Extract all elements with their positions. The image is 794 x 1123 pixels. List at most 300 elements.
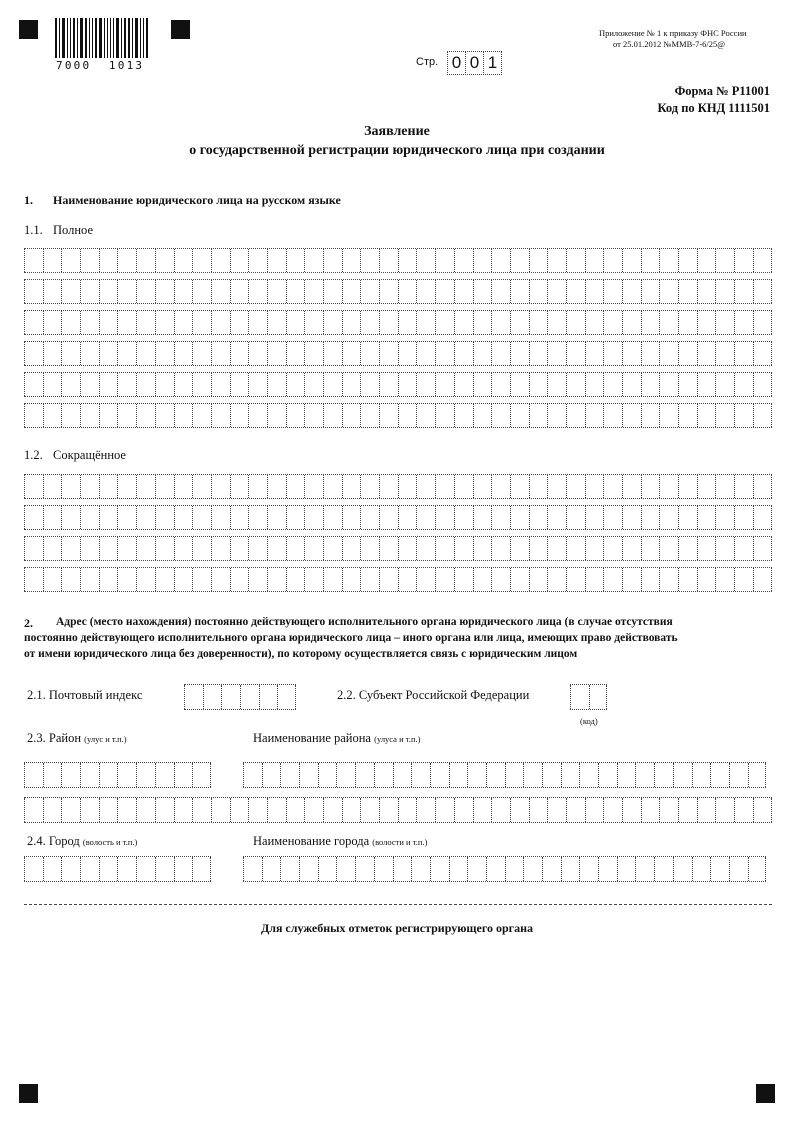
input-cell[interactable] [398, 568, 417, 591]
input-cell[interactable] [374, 763, 393, 787]
input-cell[interactable] [585, 249, 604, 272]
input-cell[interactable] [659, 342, 678, 365]
input-cell[interactable] [230, 798, 249, 822]
input-cell[interactable] [221, 685, 240, 709]
input-cell[interactable] [155, 857, 174, 881]
input-cell[interactable] [697, 568, 716, 591]
city-type-field[interactable] [24, 856, 211, 882]
input-cell[interactable] [267, 280, 286, 303]
input-cell[interactable] [510, 280, 529, 303]
input-cell[interactable] [622, 475, 641, 498]
input-cell[interactable] [43, 475, 62, 498]
input-cell[interactable] [304, 280, 323, 303]
input-cell[interactable] [99, 475, 118, 498]
input-cell[interactable] [286, 475, 305, 498]
input-cell[interactable] [230, 311, 249, 334]
input-cell[interactable] [398, 798, 417, 822]
input-cell[interactable] [641, 404, 660, 427]
input-cell[interactable] [715, 798, 734, 822]
input-cell[interactable] [547, 249, 566, 272]
input-cell[interactable] [603, 506, 622, 529]
input-cell[interactable] [61, 311, 80, 334]
input-cell[interactable] [435, 373, 454, 396]
input-cell[interactable] [678, 342, 697, 365]
input-cell[interactable] [230, 342, 249, 365]
input-cell[interactable] [61, 506, 80, 529]
input-cell[interactable] [24, 475, 43, 498]
input-cell[interactable] [622, 798, 641, 822]
input-cell[interactable] [398, 506, 417, 529]
input-cell[interactable] [678, 798, 697, 822]
input-cell[interactable] [622, 373, 641, 396]
input-cell[interactable] [753, 475, 772, 498]
input-cell[interactable] [473, 568, 492, 591]
input-cell[interactable] [117, 568, 136, 591]
input-cell[interactable] [184, 685, 203, 709]
input-cell[interactable] [230, 373, 249, 396]
input-cell[interactable] [155, 798, 174, 822]
input-cell[interactable] [24, 373, 43, 396]
input-cell[interactable] [230, 249, 249, 272]
input-cell[interactable] [43, 763, 62, 787]
input-cell[interactable] [136, 568, 155, 591]
input-cell[interactable] [566, 311, 585, 334]
input-cell[interactable] [248, 280, 267, 303]
input-cell[interactable] [299, 857, 318, 881]
input-cell[interactable] [286, 342, 305, 365]
input-cell[interactable] [61, 568, 80, 591]
input-cell[interactable] [155, 249, 174, 272]
input-cell[interactable] [267, 568, 286, 591]
input-cell[interactable] [304, 249, 323, 272]
input-cell[interactable] [641, 311, 660, 334]
input-cell[interactable] [393, 763, 412, 787]
city-name-field[interactable] [243, 856, 766, 882]
input-cell[interactable] [155, 568, 174, 591]
input-cell[interactable] [678, 280, 697, 303]
input-cell[interactable] [174, 857, 193, 881]
input-cell[interactable] [473, 537, 492, 560]
input-cell[interactable] [566, 280, 585, 303]
input-cell[interactable] [398, 342, 417, 365]
input-cell[interactable] [454, 280, 473, 303]
input-cell[interactable] [267, 311, 286, 334]
input-cell[interactable] [299, 763, 318, 787]
input-cell[interactable] [454, 568, 473, 591]
input-cell[interactable] [603, 373, 622, 396]
input-cell[interactable] [729, 857, 748, 881]
input-cell[interactable] [435, 537, 454, 560]
input-cell[interactable] [174, 475, 193, 498]
input-cell[interactable] [243, 763, 262, 787]
input-cell[interactable] [435, 506, 454, 529]
input-cell[interactable] [136, 798, 155, 822]
input-cell[interactable] [641, 249, 660, 272]
name-cell-row[interactable] [24, 310, 772, 335]
input-cell[interactable] [43, 568, 62, 591]
input-cell[interactable] [435, 249, 454, 272]
input-cell[interactable] [379, 798, 398, 822]
input-cell[interactable] [360, 798, 379, 822]
input-cell[interactable] [641, 373, 660, 396]
input-cell[interactable] [192, 506, 211, 529]
input-cell[interactable] [678, 568, 697, 591]
input-cell[interactable] [80, 763, 99, 787]
input-cell[interactable] [360, 373, 379, 396]
input-cell[interactable] [99, 857, 118, 881]
input-cell[interactable] [398, 373, 417, 396]
input-cell[interactable] [342, 342, 361, 365]
input-cell[interactable] [360, 249, 379, 272]
input-cell[interactable] [547, 537, 566, 560]
input-cell[interactable] [510, 798, 529, 822]
input-cell[interactable] [491, 506, 510, 529]
input-cell[interactable] [318, 857, 337, 881]
input-cell[interactable] [603, 249, 622, 272]
input-cell[interactable] [99, 280, 118, 303]
input-cell[interactable] [211, 373, 230, 396]
input-cell[interactable] [585, 311, 604, 334]
name-cell-row[interactable] [24, 505, 772, 530]
input-cell[interactable] [259, 685, 278, 709]
input-cell[interactable] [267, 249, 286, 272]
input-cell[interactable] [267, 475, 286, 498]
input-cell[interactable] [99, 537, 118, 560]
input-cell[interactable] [192, 798, 211, 822]
input-cell[interactable] [99, 249, 118, 272]
input-cell[interactable] [80, 280, 99, 303]
name-cell-row[interactable] [24, 248, 772, 273]
input-cell[interactable] [585, 342, 604, 365]
input-cell[interactable] [61, 280, 80, 303]
input-cell[interactable] [155, 506, 174, 529]
input-cell[interactable] [697, 373, 716, 396]
input-cell[interactable] [753, 506, 772, 529]
input-cell[interactable] [230, 506, 249, 529]
input-cell[interactable] [617, 763, 636, 787]
input-cell[interactable] [454, 475, 473, 498]
input-cell[interactable] [454, 373, 473, 396]
input-cell[interactable] [304, 342, 323, 365]
input-cell[interactable] [136, 537, 155, 560]
input-cell[interactable] [80, 342, 99, 365]
input-cell[interactable] [99, 311, 118, 334]
input-cell[interactable] [622, 311, 641, 334]
input-cell[interactable] [473, 311, 492, 334]
input-cell[interactable] [622, 537, 641, 560]
input-cell[interactable] [267, 373, 286, 396]
input-cell[interactable] [336, 763, 355, 787]
input-cell[interactable] [379, 249, 398, 272]
input-cell[interactable] [748, 763, 767, 787]
input-cell[interactable] [416, 249, 435, 272]
input-cell[interactable] [248, 311, 267, 334]
input-cell[interactable] [416, 798, 435, 822]
input-cell[interactable] [248, 475, 267, 498]
input-cell[interactable] [211, 280, 230, 303]
input-cell[interactable] [248, 506, 267, 529]
input-cell[interactable] [529, 249, 548, 272]
input-cell[interactable] [99, 506, 118, 529]
input-cell[interactable] [323, 568, 342, 591]
input-cell[interactable] [230, 404, 249, 427]
input-cell[interactable] [211, 475, 230, 498]
input-cell[interactable] [566, 475, 585, 498]
input-cell[interactable] [491, 404, 510, 427]
input-cell[interactable] [753, 249, 772, 272]
input-cell[interactable] [80, 373, 99, 396]
input-cell[interactable] [603, 537, 622, 560]
input-cell[interactable] [323, 373, 342, 396]
name-cell-row[interactable] [24, 279, 772, 304]
input-cell[interactable] [734, 373, 753, 396]
input-cell[interactable] [117, 475, 136, 498]
input-cell[interactable] [80, 475, 99, 498]
input-cell[interactable] [529, 798, 548, 822]
input-cell[interactable] [411, 763, 430, 787]
input-cell[interactable] [24, 280, 43, 303]
input-cell[interactable] [697, 404, 716, 427]
input-cell[interactable] [174, 798, 193, 822]
input-cell[interactable] [286, 568, 305, 591]
input-cell[interactable] [603, 280, 622, 303]
input-cell[interactable] [617, 857, 636, 881]
input-cell[interactable] [659, 249, 678, 272]
input-cell[interactable] [136, 763, 155, 787]
input-cell[interactable] [248, 249, 267, 272]
input-cell[interactable] [678, 373, 697, 396]
input-cell[interactable] [491, 249, 510, 272]
input-cell[interactable] [99, 404, 118, 427]
input-cell[interactable] [24, 763, 43, 787]
input-cell[interactable] [211, 249, 230, 272]
input-cell[interactable] [430, 857, 449, 881]
input-cell[interactable] [286, 537, 305, 560]
input-cell[interactable] [659, 373, 678, 396]
input-cell[interactable] [379, 475, 398, 498]
input-cell[interactable] [61, 763, 80, 787]
input-cell[interactable] [579, 763, 598, 787]
input-cell[interactable] [117, 763, 136, 787]
input-cell[interactable] [61, 857, 80, 881]
input-cell[interactable] [622, 249, 641, 272]
input-cell[interactable] [230, 280, 249, 303]
input-cell[interactable] [379, 342, 398, 365]
input-cell[interactable] [248, 798, 267, 822]
input-cell[interactable] [342, 475, 361, 498]
input-cell[interactable] [136, 857, 155, 881]
input-cell[interactable] [342, 568, 361, 591]
input-cell[interactable] [117, 280, 136, 303]
input-cell[interactable] [211, 506, 230, 529]
input-cell[interactable] [585, 798, 604, 822]
input-cell[interactable] [379, 506, 398, 529]
district-type-field[interactable] [24, 762, 211, 788]
input-cell[interactable] [286, 249, 305, 272]
input-cell[interactable] [715, 373, 734, 396]
input-cell[interactable] [379, 311, 398, 334]
input-cell[interactable] [43, 506, 62, 529]
input-cell[interactable] [360, 568, 379, 591]
input-cell[interactable] [248, 404, 267, 427]
input-cell[interactable] [529, 373, 548, 396]
input-cell[interactable] [486, 857, 505, 881]
input-cell[interactable] [80, 311, 99, 334]
input-cell[interactable] [360, 475, 379, 498]
input-cell[interactable] [734, 798, 753, 822]
input-cell[interactable] [336, 857, 355, 881]
input-cell[interactable] [203, 685, 222, 709]
input-cell[interactable] [304, 537, 323, 560]
input-cell[interactable] [529, 280, 548, 303]
input-cell[interactable] [566, 342, 585, 365]
input-cell[interactable] [398, 249, 417, 272]
postal-index-field[interactable] [184, 684, 296, 710]
input-cell[interactable] [529, 475, 548, 498]
input-cell[interactable] [379, 373, 398, 396]
input-cell[interactable] [136, 311, 155, 334]
input-cell[interactable] [454, 342, 473, 365]
input-cell[interactable] [99, 373, 118, 396]
input-cell[interactable] [734, 342, 753, 365]
input-cell[interactable] [80, 404, 99, 427]
input-cell[interactable] [678, 506, 697, 529]
input-cell[interactable] [678, 404, 697, 427]
input-cell[interactable] [435, 311, 454, 334]
input-cell[interactable] [523, 857, 542, 881]
input-cell[interactable] [379, 280, 398, 303]
input-cell[interactable] [734, 475, 753, 498]
input-cell[interactable] [547, 342, 566, 365]
input-cell[interactable] [416, 311, 435, 334]
input-cell[interactable] [566, 537, 585, 560]
input-cell[interactable] [734, 311, 753, 334]
input-cell[interactable] [529, 404, 548, 427]
input-cell[interactable] [603, 311, 622, 334]
input-cell[interactable] [416, 404, 435, 427]
input-cell[interactable] [342, 249, 361, 272]
input-cell[interactable] [753, 404, 772, 427]
input-cell[interactable] [547, 311, 566, 334]
input-cell[interactable] [585, 506, 604, 529]
input-cell[interactable] [211, 311, 230, 334]
input-cell[interactable] [659, 798, 678, 822]
input-cell[interactable] [174, 506, 193, 529]
input-cell[interactable] [510, 475, 529, 498]
input-cell[interactable] [355, 857, 374, 881]
input-cell[interactable] [715, 342, 734, 365]
input-cell[interactable] [585, 537, 604, 560]
input-cell[interactable] [692, 857, 711, 881]
input-cell[interactable] [211, 342, 230, 365]
input-cell[interactable] [360, 404, 379, 427]
input-cell[interactable] [710, 857, 729, 881]
input-cell[interactable] [715, 537, 734, 560]
input-cell[interactable] [174, 537, 193, 560]
input-cell[interactable] [635, 763, 654, 787]
input-cell[interactable] [491, 537, 510, 560]
input-cell[interactable] [589, 685, 608, 709]
input-cell[interactable] [435, 404, 454, 427]
input-cell[interactable] [598, 763, 617, 787]
input-cell[interactable] [24, 506, 43, 529]
input-cell[interactable] [454, 249, 473, 272]
input-cell[interactable] [117, 342, 136, 365]
input-cell[interactable] [654, 857, 673, 881]
input-cell[interactable] [117, 249, 136, 272]
input-cell[interactable] [24, 857, 43, 881]
input-cell[interactable] [61, 373, 80, 396]
input-cell[interactable] [43, 404, 62, 427]
input-cell[interactable] [715, 475, 734, 498]
input-cell[interactable] [286, 404, 305, 427]
input-cell[interactable] [24, 798, 43, 822]
input-cell[interactable] [61, 475, 80, 498]
input-cell[interactable] [715, 249, 734, 272]
input-cell[interactable] [697, 311, 716, 334]
input-cell[interactable] [117, 537, 136, 560]
input-cell[interactable] [529, 342, 548, 365]
input-cell[interactable] [323, 404, 342, 427]
district-name-field-row-2[interactable] [24, 797, 772, 823]
input-cell[interactable] [24, 311, 43, 334]
input-cell[interactable] [43, 280, 62, 303]
input-cell[interactable] [192, 475, 211, 498]
input-cell[interactable] [542, 857, 561, 881]
input-cell[interactable] [304, 798, 323, 822]
input-cell[interactable] [622, 404, 641, 427]
input-cell[interactable] [491, 798, 510, 822]
input-cell[interactable] [510, 373, 529, 396]
input-cell[interactable] [136, 342, 155, 365]
input-cell[interactable] [579, 857, 598, 881]
input-cell[interactable] [230, 537, 249, 560]
input-cell[interactable] [61, 342, 80, 365]
input-cell[interactable] [416, 342, 435, 365]
input-cell[interactable] [174, 763, 193, 787]
input-cell[interactable] [280, 857, 299, 881]
input-cell[interactable] [641, 798, 660, 822]
input-cell[interactable] [398, 537, 417, 560]
input-cell[interactable] [748, 857, 767, 881]
input-cell[interactable] [454, 311, 473, 334]
input-cell[interactable] [510, 342, 529, 365]
input-cell[interactable] [192, 342, 211, 365]
input-cell[interactable] [117, 404, 136, 427]
input-cell[interactable] [697, 537, 716, 560]
input-cell[interactable] [374, 857, 393, 881]
input-cell[interactable] [449, 857, 468, 881]
input-cell[interactable] [473, 373, 492, 396]
input-cell[interactable] [155, 404, 174, 427]
input-cell[interactable] [715, 568, 734, 591]
input-cell[interactable] [585, 373, 604, 396]
name-cell-row[interactable] [24, 567, 772, 592]
input-cell[interactable] [323, 311, 342, 334]
input-cell[interactable] [174, 342, 193, 365]
input-cell[interactable] [267, 404, 286, 427]
input-cell[interactable] [715, 311, 734, 334]
input-cell[interactable] [286, 798, 305, 822]
input-cell[interactable] [570, 685, 589, 709]
input-cell[interactable] [598, 857, 617, 881]
input-cell[interactable] [398, 404, 417, 427]
input-cell[interactable] [547, 475, 566, 498]
input-cell[interactable] [659, 280, 678, 303]
input-cell[interactable] [435, 798, 454, 822]
input-cell[interactable] [416, 280, 435, 303]
input-cell[interactable] [678, 249, 697, 272]
